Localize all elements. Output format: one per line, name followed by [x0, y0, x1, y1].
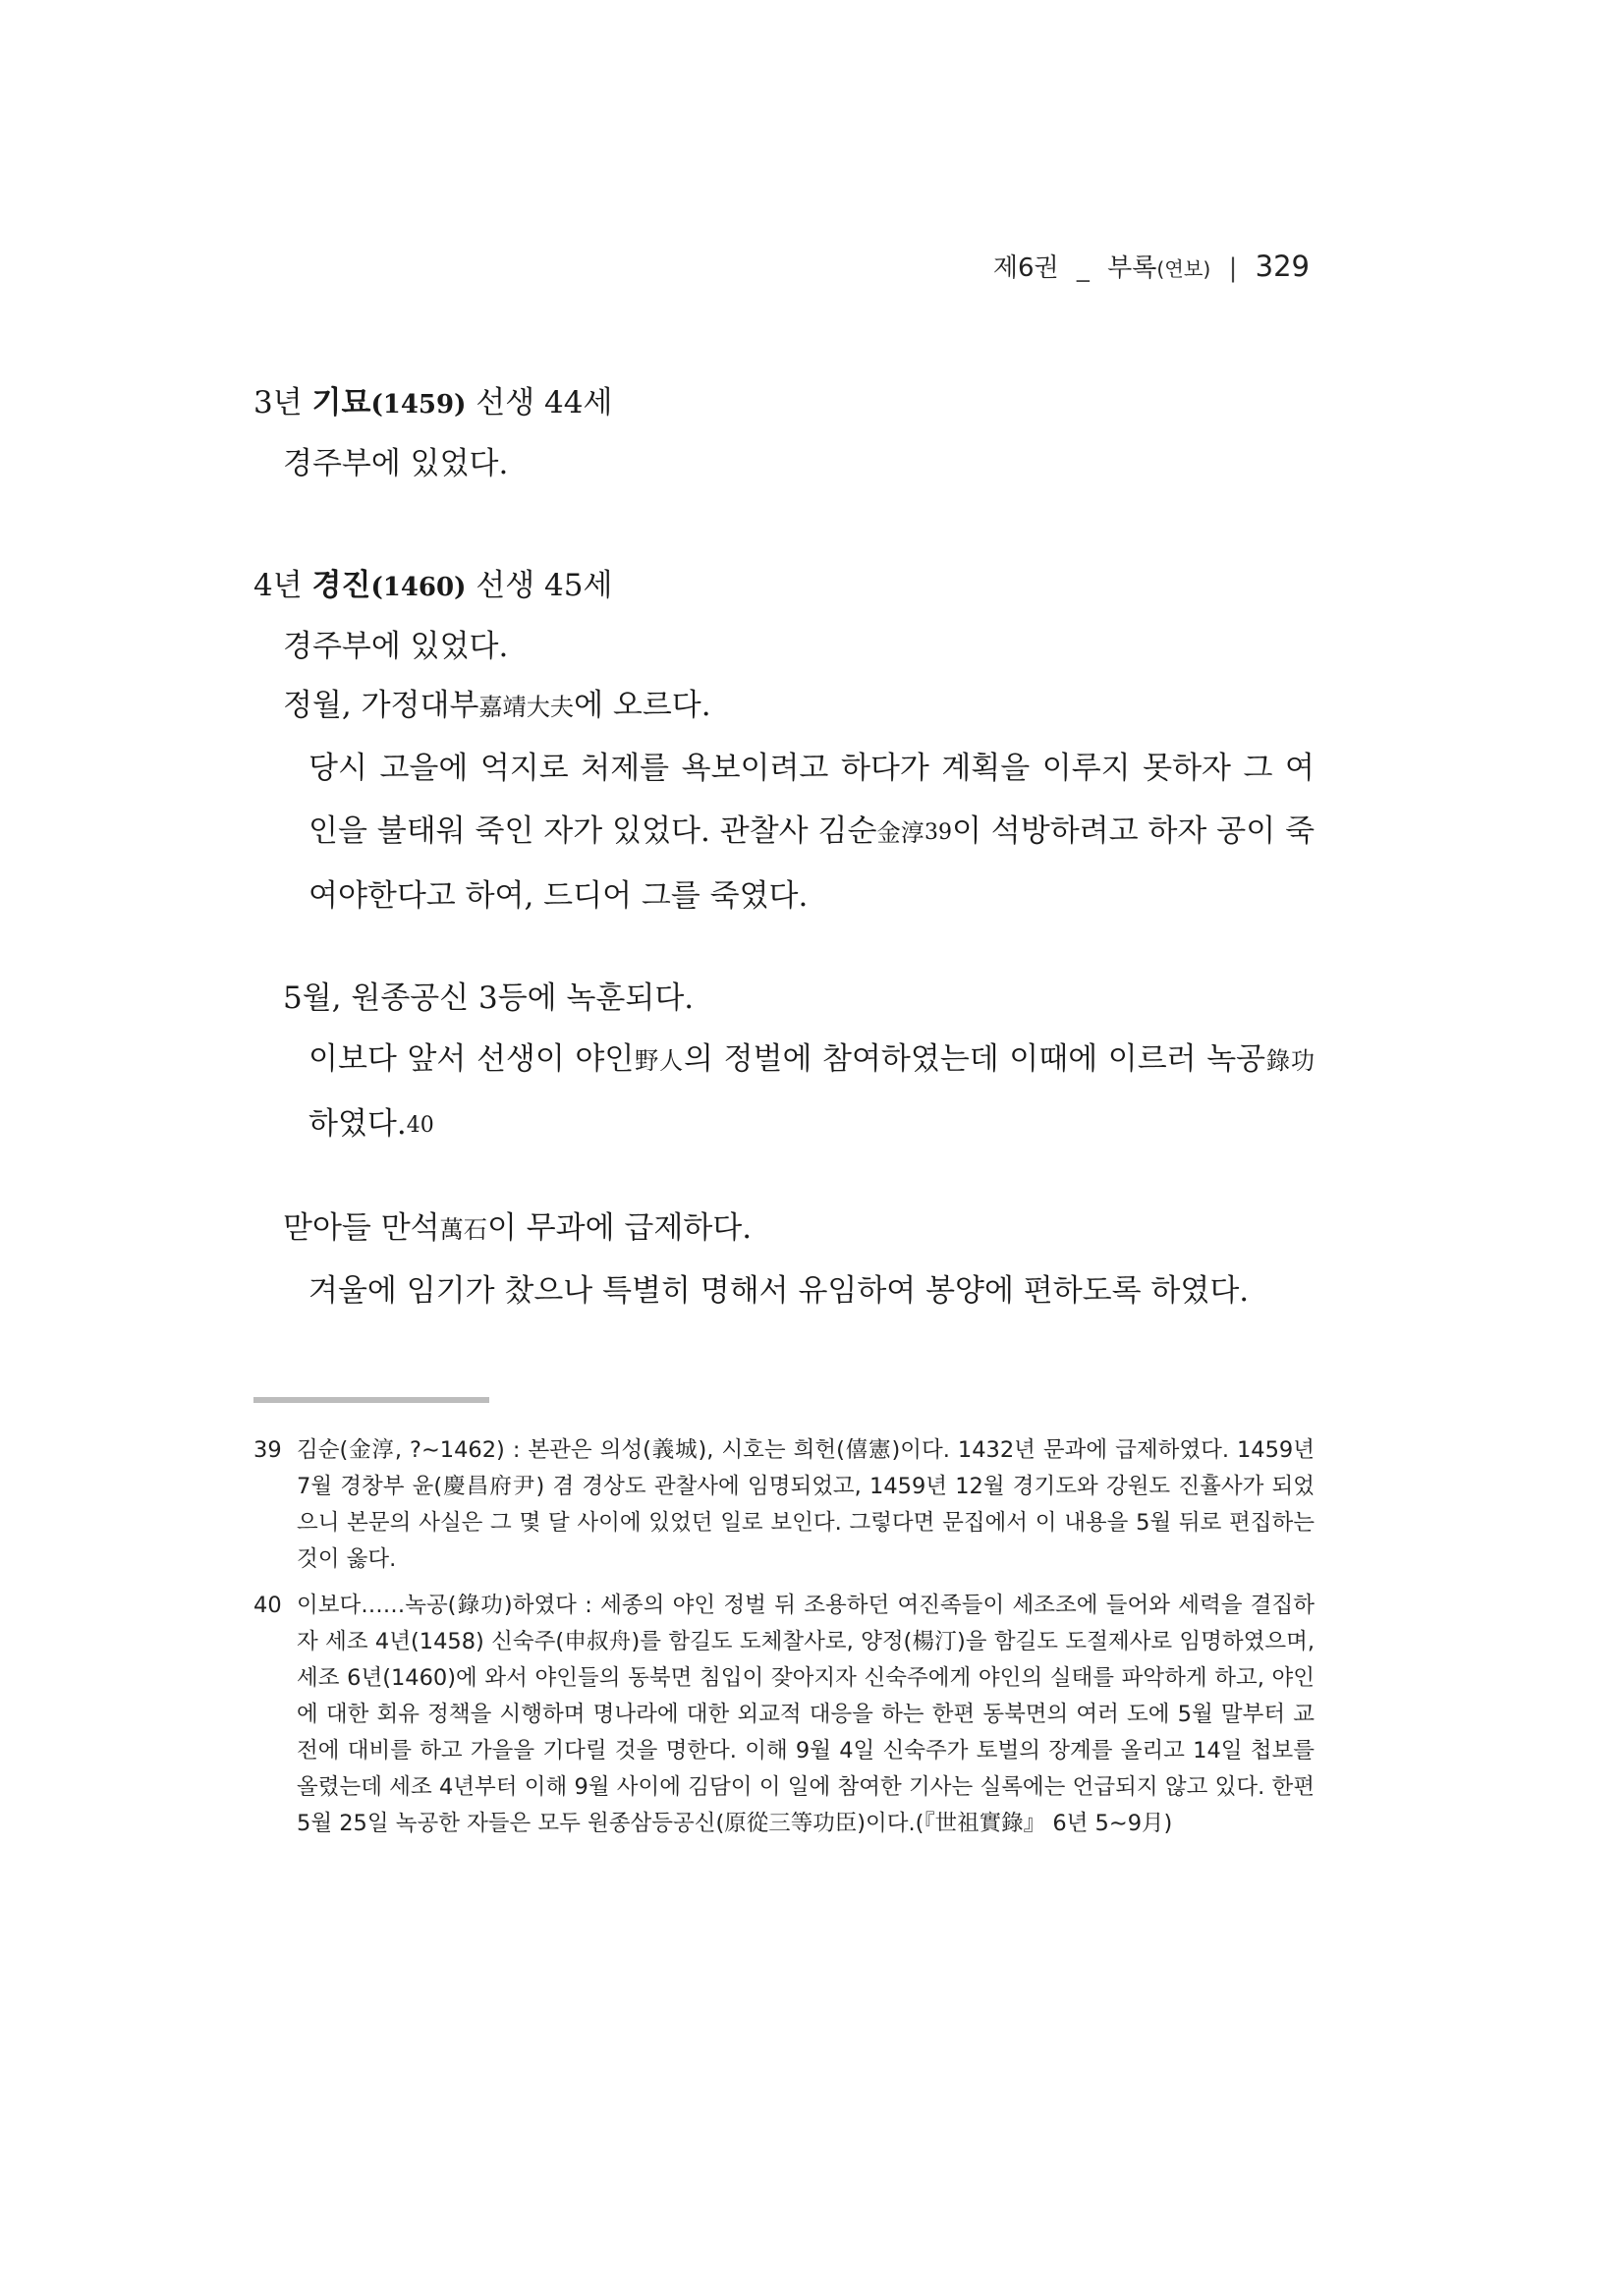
- header-volume: 제6권: [992, 253, 1059, 283]
- header-section: 부록: [1107, 253, 1157, 283]
- entry-1460-4: 맏아들 만석萬石이 무과에 급제하다.: [283, 1210, 753, 1246]
- ganji-label: 경진: [311, 568, 371, 603]
- footnote-divider: [253, 1397, 489, 1403]
- year-heading-1459: [253, 373, 1315, 434]
- hanja-term: 金淳: [876, 819, 924, 847]
- header-separator: _: [1076, 253, 1090, 283]
- header-divider: |: [1228, 253, 1238, 283]
- hanja-term: 錄功: [1265, 1047, 1316, 1075]
- entry-1460-1: 경주부에 있었다.: [283, 629, 509, 664]
- entry-1460-2: 정월, 가정대부嘉靖大夫에 오르다.: [283, 688, 711, 723]
- page-number: 329: [1255, 250, 1310, 283]
- footnote-number: 39: [253, 1437, 282, 1463]
- running-header: [993, 248, 1310, 284]
- footnote-number: 40: [253, 1593, 282, 1618]
- footnote-text: 김순(金淳, ?∼1462) : 본관은 의성(義城), 시호는 희헌(僖憲)이다. 1432년 문과에 급제하였다. 1459년 7월 경창부 윤(慶昌府尹) 겸 경상도 관찰사에 임명되었고, 1459년 12월 경기도와 강원도 진휼사가 되었으니 본문의 사실은 그 몇 달 사이에 있었던 일로 보인다. 그렇다면 문집에서 이 내용을 5월 뒤로 편집하는 것이 옳다.: [297, 1437, 1315, 1572]
- hanja-term: 野人: [634, 1047, 684, 1075]
- footnotes: [253, 1432, 1315, 1852]
- western-year: (1459): [370, 390, 467, 420]
- year-prefix: 3년: [253, 385, 312, 420]
- footnote-39: [253, 1432, 1315, 1578]
- detail-1460-2: 당시 고을에 억지로 처제를 욕보이려고 하다가 계획을 이루지 못하자 그 여인을 불태워 죽인 자가 있었다. 관찰사 김순金淳39이 석방하려고 하자 공이 죽여야한다고 하여, 드디어 그를 죽였다.: [308, 751, 1316, 914]
- year-prefix: 4년: [253, 568, 312, 603]
- age-label: 선생 45세: [466, 568, 613, 603]
- hanja-term: 嘉靖大夫: [478, 694, 575, 721]
- detail-1460-3: 이보다 앞서 선생이 야인野人의 정벌에 참여하였는데 이때에 이르러 녹공錄功 하였다.40: [308, 1041, 1316, 1142]
- footnote-40: [253, 1588, 1315, 1842]
- header-section-sub: (연보): [1156, 257, 1211, 281]
- footnote-ref-40[interactable]: 40: [406, 1113, 434, 1138]
- entry-1459-1: 경주부에 있었다.: [283, 446, 509, 481]
- detail-1460-4: 겨울에 임기가 찼으나 특별히 명해서 유임하여 봉양에 편하도록 하였다.: [308, 1273, 1250, 1309]
- main-text: [253, 373, 1315, 1322]
- ganji-label: 기묘: [311, 385, 371, 420]
- age-label: 선생 44세: [466, 385, 613, 420]
- western-year: (1460): [370, 573, 467, 602]
- hanja-term: 萬石: [439, 1216, 487, 1244]
- footnote-text: 이보다……녹공(錄功)하였다 : 세종의 야인 정벌 뒤 조용하던 여진족들이 세조조에 들어와 세력을 결집하자 세조 4년(1458) 신숙주(申叔舟)를 함길도 도체찰사로, 양정(楊汀)을 함길도 도절제사로 임명하였으며, 세조 6년(1460)에 와서 야인들의 동북면 침입이 잦아지자 신숙주에게 야인의 실태를 파악하게 하고, 야인에 대한 회유 정책을 시행하며 명나라에 대한 외교적 대응을 하는 한편 동북면의 여러 도에 5월 말부터 교전에 대비를 하고 가을을 기다릴 것을 명한다. 이해 9월 4일 신숙주가 토벌의 장계를 올리고 14일 첩보를 올렸는데 세조 4년부터 이해 9월 사이에 김담이 이 일에 참여한 기사는 실록에는 언급되지 않고 있다. 한편 5월 25일 녹공한 자들은 모두 원종삼등공신(原從三等功臣)이다.(『世祖實錄』 6년 5∼9月): [297, 1593, 1315, 1836]
- footnote-ref-39[interactable]: 39: [924, 820, 952, 845]
- entry-1460-3: 5월, 원종공신 3등에 녹훈되다.: [283, 980, 695, 1016]
- year-heading-1460: [253, 556, 1315, 617]
